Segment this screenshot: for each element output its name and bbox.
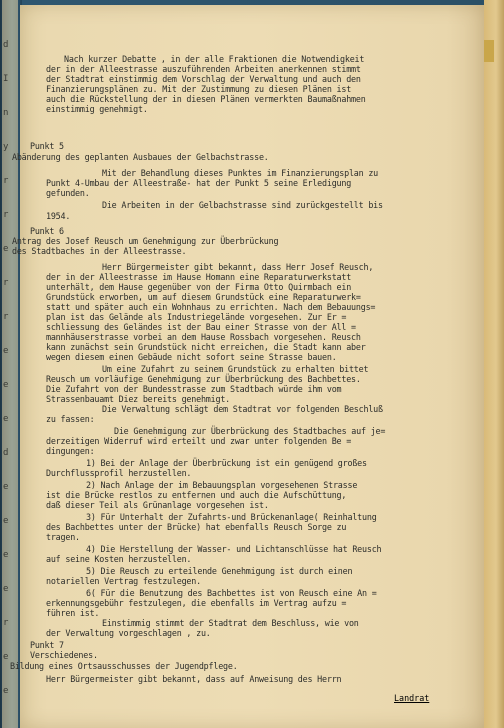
text-line: Die Genehmigung zur Überbrückung des Stadtbaches auf je= <box>114 426 386 436</box>
text-line: Punkt 7 <box>30 640 64 650</box>
facing-page-margin-marks <box>2 0 16 728</box>
text-line: schliessung des Geländes ist der Bau einer Strasse von der All = <box>46 322 356 332</box>
text-line: Mit der Behandlung dieses Punktes im Finanzierungsplan zu <box>102 168 379 178</box>
text-line: mannhäuserstrasse vorbei an dem Hause Rossbach vorgesehen. Reusch <box>46 332 361 342</box>
text-line: 5) Die Reusch zu erteilende Genehmigung ist durch einen <box>86 566 353 576</box>
text-line: erkennungsgebühr festzulegen, die ebenfalls im Vertrag aufzu = <box>46 598 347 608</box>
text-line: dingungen: <box>46 446 95 456</box>
text-line: der Verwaltung vorgeschlagen , zu. <box>46 628 211 638</box>
text-line: Die Arbeiten in der Gelbachstrasse sind zurückgestellt bis <box>102 200 383 210</box>
text-line: führen ist. <box>46 608 100 618</box>
margin-mark: d <box>3 448 9 458</box>
margin-mark: I <box>3 74 9 84</box>
margin-mark: e <box>3 346 9 356</box>
catchword: Landrat <box>394 693 430 703</box>
text-line: ist die Brücke restlos zu entfernen und auch die Aufschüttung, <box>46 490 347 500</box>
margin-mark: e <box>3 516 9 526</box>
text-line: Herr Bürgermeister gibt bekannt, dass Herr Josef Reusch, <box>102 262 374 272</box>
text-line: zu fassen: <box>46 414 95 424</box>
margin-mark: e <box>3 482 9 492</box>
text-line: Bildung eines Ortsausschusses der Jugendpflege. <box>10 661 238 671</box>
text-line: Durchflussprofil herzustellen. <box>46 468 192 478</box>
text-line: kann zunächst sein Grundstück nicht erreichen, die Stadt kann aber <box>46 342 366 352</box>
text-line: der Stadtrat einstimmig dem Vorschlag der Verwaltung und auch den <box>46 74 361 84</box>
text-line: 1) Bei der Anlage der Überbrückung ist ein genügend großes <box>86 458 367 468</box>
text-line: notariellen Vertrag festzulegen. <box>46 576 201 586</box>
text-line: Punkt 5 <box>30 141 64 151</box>
text-line: plan ist das Gelände als Industriegelände vorgesehen. Zur Er = <box>46 312 347 322</box>
text-line: Nach kurzer Debatte , in der alle Fraktionen die Notwendigkeit <box>64 54 365 64</box>
margin-mark: r <box>3 210 9 220</box>
text-line: des Stadtbaches in der Alleestrasse. <box>12 246 187 256</box>
margin-mark: d <box>3 40 9 50</box>
text-line: Verschiedenes. <box>30 650 98 660</box>
text-line: unterhält, dem Hause gegenüber von der Firma Otto Quirmbach ein <box>46 282 352 292</box>
text-line: einstimmig genehmigt. <box>46 104 148 114</box>
margin-mark: e <box>3 652 9 662</box>
text-line: Strassenbauamt Diez bereits genehmigt. <box>46 394 231 404</box>
text-line: daß dieser Teil als Grünanlage vorgesehen ist. <box>46 500 269 510</box>
text-line: 1954. <box>46 211 71 221</box>
next-page-edge <box>484 0 504 728</box>
margin-mark: r <box>3 278 9 288</box>
text-line: Abänderung des geplanten Ausbaues der Gelbachstrasse. <box>12 152 269 162</box>
text-line: 4) Die Herstellung der Wasser- und Lichtanschlüsse hat Reusch <box>86 544 382 554</box>
text-line: Die Zufahrt von der Bundesstrasse zum Stadtbach würde ihm vom <box>46 384 342 394</box>
text-line: Reusch um vorläufige Genehmigung zur Überbrückung des Bachbettes. <box>46 374 361 384</box>
text-line: tragen. <box>46 532 80 542</box>
text-line: Punkt 6 <box>30 226 64 236</box>
document-page <box>10 5 484 728</box>
text-line: auch die Rückstellung der in diesen Plänen vermerkten Baumaßnahmen <box>46 94 366 104</box>
text-line: Grundstück erworben, um auf diesem Grundstück eine Reparaturwerk= <box>46 292 361 302</box>
margin-mark: n <box>3 108 9 118</box>
text-line: der in der Alleestrasse im Hause Homann eine Reparaturwerkstatt <box>46 272 352 282</box>
margin-mark: e <box>3 686 9 696</box>
text-line: Herr Bürgermeister gibt bekannt, dass auf Anweisung des Herrn <box>46 674 342 684</box>
text-line: Antrag des Josef Reusch um Genehmigung zur Überbrückung <box>12 236 279 246</box>
text-line: des Bachbettes unter der Brücke) hat ebenfalls Reusch Sorge zu <box>46 522 347 532</box>
text-line: der in der Alleestrasse auszuführenden Arbeiten anerkennen stimmt <box>46 64 361 74</box>
margin-mark: y <box>3 142 9 152</box>
margin-mark: r <box>3 618 9 628</box>
text-line: Um eine Zufahrt zu seinem Grundstück zu erhalten bittet <box>102 364 369 374</box>
typed-text-body <box>10 5 484 728</box>
text-line: gefunden. <box>46 188 90 198</box>
text-line: 2) Nach Anlage der im Bebauungsplan vorgesehenen Strasse <box>86 480 358 490</box>
text-line: Finanzierungsplänen zu. Mit der Zustimmung zu diesen Plänen ist <box>46 84 352 94</box>
text-line: 3) Für Unterhalt der Zufahrts-und Brückenanlage( Reinhaltung <box>86 512 377 522</box>
text-line: Die Verwaltung schlägt dem Stadtrat vor folgenden Beschluß <box>102 404 383 414</box>
text-line: derzeitigen Widerruf wird erteilt und zwar unter folgenden Be = <box>46 436 352 446</box>
text-line: auf seine Kosten herzustellen. <box>46 554 192 564</box>
margin-mark: e <box>3 244 9 254</box>
text-line: wegen diesem einen Gebäude nicht sofort seine Strasse bauen. <box>46 352 337 362</box>
margin-mark: e <box>3 550 9 560</box>
margin-mark: r <box>3 176 9 186</box>
page-tab <box>484 40 494 62</box>
text-line: Punkt 4-Umbau der Alleestraße- hat der Punkt 5 seine Erledigung <box>46 178 352 188</box>
margin-mark: e <box>3 584 9 594</box>
text-line: statt und später auch ein Wohnhaus zu errichten. Nach dem Bebauungs= <box>46 302 376 312</box>
margin-mark: e <box>3 414 9 424</box>
text-line: Einstimmig stimmt der Stadtrat dem Beschluss, wie von <box>102 618 359 628</box>
text-line: 6( Für die Benutzung des Bachbettes ist von Reusch eine An = <box>86 588 377 598</box>
margin-mark: e <box>3 380 9 390</box>
margin-mark: r <box>3 312 9 322</box>
